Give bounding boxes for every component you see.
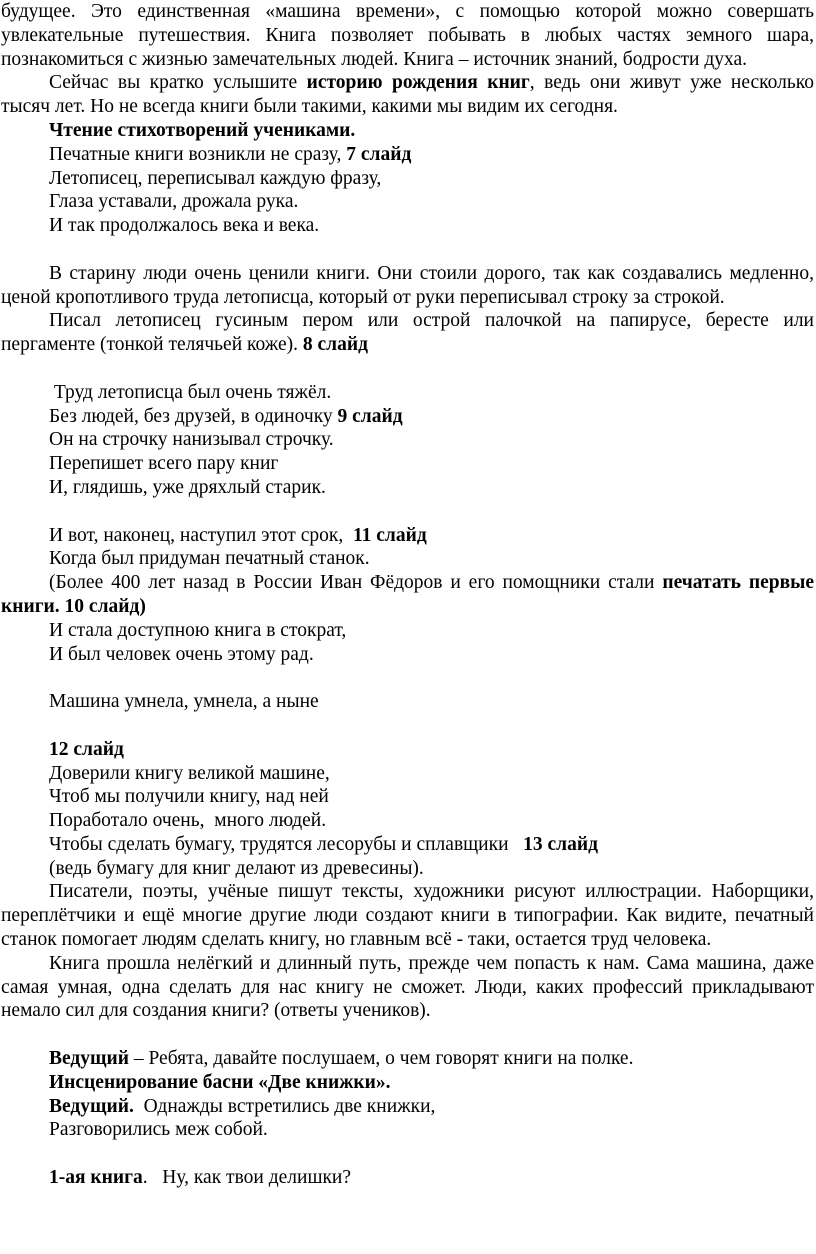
slide-marker: 7 слайд	[346, 143, 412, 165]
slide-marker: 11 слайд	[352, 524, 427, 546]
paragraph-book-history	[1, 71, 814, 119]
emphasis-book-history: историю рождения книг	[306, 72, 530, 94]
poem-line: Труд летописца был очень тяжёл.	[49, 381, 332, 403]
dialogue-line: Разговорились меж собой.	[49, 1119, 268, 1141]
poem-line: Машина умнела, умнела, а ныне	[49, 691, 319, 713]
text-run: , ведь они живут уже несколько тысяч лет. Но не всегда книги были такими, какими мы видим их сегодня.	[1, 72, 814, 118]
spacer	[1, 714, 814, 738]
spacer	[1, 357, 814, 381]
speaker-label: Ведущий.	[49, 1095, 134, 1117]
poem-line: Чтобы сделать бумагу, трудятся лесорубы и сплавщики 13 слайд	[49, 833, 598, 855]
poem-line: Доверили книгу великой машине,	[49, 762, 330, 784]
spacer	[1, 238, 814, 262]
paragraph-fedorov: (Более 400 лет назад в России Иван Фёдоров и его помощники стали печатать первые книги. 10 слайд)	[1, 572, 815, 617]
spacer	[1, 1142, 814, 1166]
emphasis-first-books: печатать первые книги. 10 слайд)	[1, 572, 815, 617]
poem-line: Летописец, переписывал каждую фразу,	[49, 167, 382, 189]
host-line: Ведущий – Ребята, давайте послушаем, о чем говорят книги на полке.	[49, 1048, 634, 1070]
speaker-label: Ведущий	[49, 1048, 129, 1070]
poem-line: (ведь бумагу для книг делают из древесины).	[49, 857, 424, 879]
spacer	[1, 666, 814, 690]
staging-heading: Инсценирование басни «Две книжки».	[49, 1071, 391, 1093]
spacer	[1, 500, 814, 524]
paragraph-intro: будущее. Это единственная «машина времени», с помощью которой можно совершать увлекательные путешествия. Книга позволяет побывать в любых частях земного шара, познакомиться с жизнью замечательных людей. Книга – источник знаний, бодрости духа.	[1, 1, 814, 70]
poem-line: И вот, наконец, наступил этот срок, 11 слайд	[49, 524, 427, 546]
poem-line: И стала доступною книга в стократ,	[49, 619, 347, 641]
dialogue-line: 1-ая книга. Ну, как твои делишки?	[49, 1167, 352, 1189]
spacer	[1, 1023, 814, 1047]
poem-line: Он на строчку нанизывал строчку.	[49, 429, 334, 451]
slide-marker-12: 12 слайд	[49, 738, 124, 760]
slide-marker: 8 слайд	[302, 334, 368, 356]
text-run: Сейчас вы кратко услышите	[49, 72, 307, 94]
poem-line: И так продолжалось века и века.	[49, 215, 320, 237]
host-line: Ведущий. Однажды встретились две книжки,	[49, 1095, 436, 1117]
paragraph-chronicler: Писал летописец гусиным пером или острой палочкой на папирусе, бересте или пергаменте (тонкой телячьей коже). 8 слайд	[1, 310, 814, 356]
paragraph-book-makers: Писатели, поэты, учёные пишут тексты, художники рисуют иллюстрации. Наборщики, переплётчики и ещё многие другие люди создают книги в типографии. Как видите, печатный станок помогает людям сделать книгу, но главным всё - таки, остается труд человека.	[1, 881, 814, 951]
paragraph-old-times: В старину люди очень ценили книги. Они стоили дорого, так как создавались медленно, ценой кропотливого труда летописца, который от руки переписывал строку за строкой.	[1, 262, 814, 308]
poem-line: Перепишет всего пару книг	[49, 453, 279, 475]
poem-line: И был человек очень этому рад.	[49, 643, 314, 665]
slide-marker: 9 слайд	[337, 405, 403, 427]
poem-line: Печатные книги возникли не сразу, 7 слайд	[49, 143, 412, 165]
speaker-label: 1-ая книга	[49, 1167, 143, 1189]
poem-line: Поработало очень, много людей.	[49, 810, 327, 832]
poem-line: Когда был придуман печатный станок.	[49, 548, 370, 570]
reading-heading: Чтение стихотворений учениками.	[49, 119, 356, 141]
poem-line: Глаза уставали, дрожала рука.	[49, 191, 299, 213]
slide-marker: 13 слайд	[523, 833, 598, 855]
paragraph-long-path: Книга прошла нелёгкий и длинный путь, прежде чем попасть к нам. Сама машина, даже самая умная, одна сделать для нас книгу не сможет. Люди, каких профессий прикладывают немало сил для создания книги? (ответы учеников).	[1, 952, 814, 1022]
poem-line: Без людей, без друзей, в одиночку 9 слайд	[49, 405, 403, 427]
poem-line: И, глядишь, уже дряхлый старик.	[49, 476, 326, 498]
poem-line: Чтоб мы получили книгу, над ней	[49, 786, 329, 808]
